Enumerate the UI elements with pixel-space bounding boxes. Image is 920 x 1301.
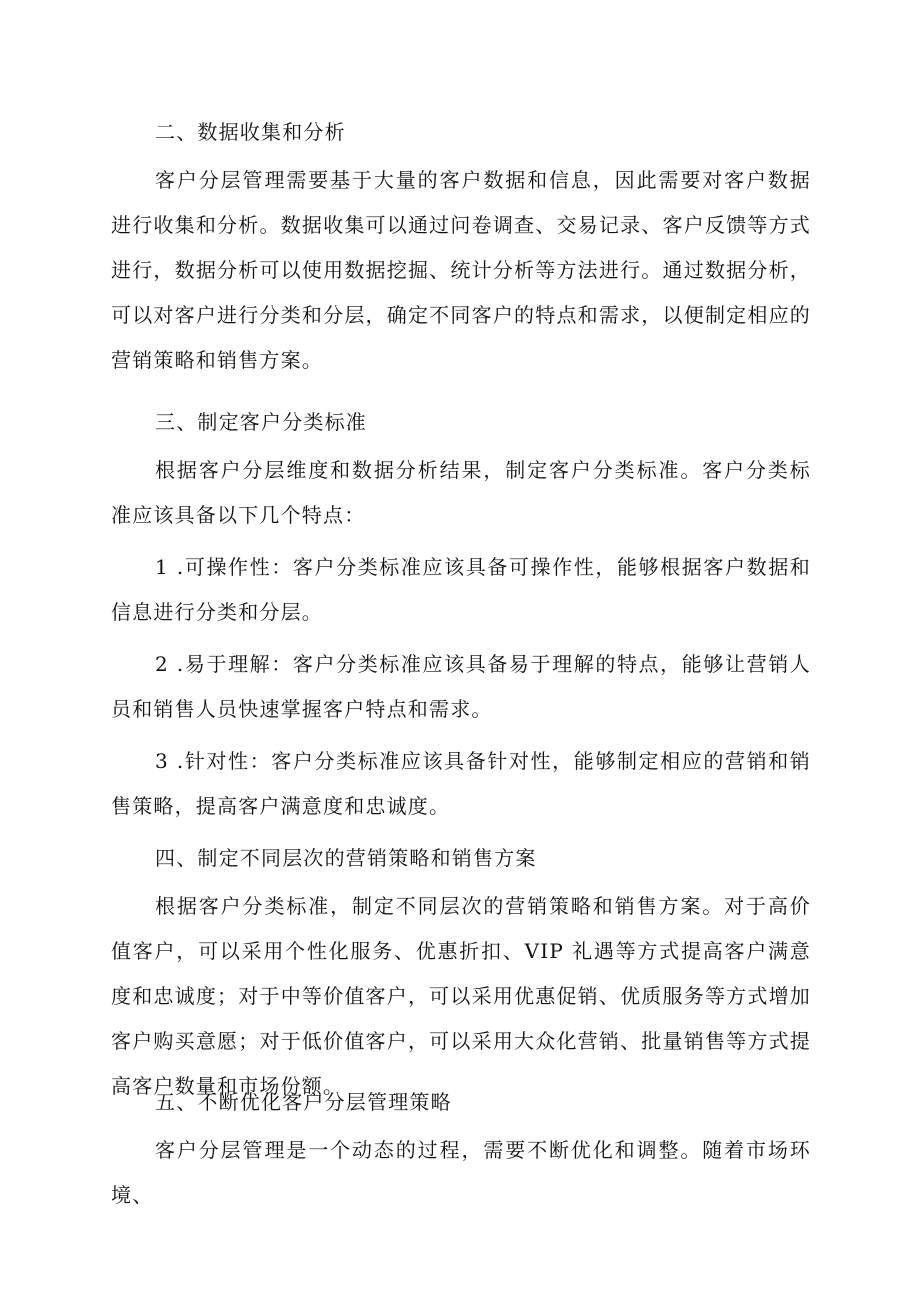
section-heading-classification-standard: 三、制定客户分类标准: [155, 410, 367, 434]
paragraph-optimization: 客户分层管理是一个动态的过程，需要不断优化和调整。随着市场环境、: [111, 1138, 811, 1207]
paragraph-data-collection: 客户分层管理需要基于大量的客户数据和信息，因此需要对客户数据进行收集和分析。数据收集可以通过问卷调查、交易记录、客户反馈等方式进行，数据分析可以使用数据挖掘、统计分析等方法进行。通过数据分析，可以对客户进行分类和分层，确定不同客户的特点和需求，以便制定相应的营销策略和销售方案。: [111, 168, 811, 372]
list-item-pertinence: 3 .针对性：客户分类标准应该具备针对性，能够制定相应的营销和销售策略，提高客户满意度和忠诚度。: [111, 749, 811, 818]
paragraph-marketing-strategy: 根据客户分类标准，制定不同层次的营销策略和销售方案。对于高价值客户，可以采用个性化服务、优惠折扣、VIP 礼遇等方式提高客户满意度和忠诚度；对于中等价值客户，可以采用优惠促销、优质服务等方式增加客户购买意愿；对于低价值客户，可以采用大众化营销、批量销售等方式提高客户数量和市场份额。: [111, 894, 811, 1098]
section-heading-optimization: 五、不断优化客户分层管理策略: [155, 1090, 452, 1114]
paragraph-classification-intro: 根据客户分层维度和数据分析结果，制定客户分类标准。客户分类标准应该具备以下几个特点：: [111, 458, 811, 527]
list-item-understandability: 2 .易于理解：客户分类标准应该具备易于理解的特点，能够让营销人员和销售人员快速掌握客户特点和需求。: [111, 652, 811, 721]
section-heading-marketing-strategy: 四、制定不同层次的营销策略和销售方案: [155, 846, 537, 870]
section-heading-data-collection: 二、数据收集和分析: [155, 120, 346, 144]
list-item-operability: 1 .可操作性：客户分类标准应该具备可操作性，能够根据客户数据和信息进行分类和分层。: [111, 555, 811, 624]
